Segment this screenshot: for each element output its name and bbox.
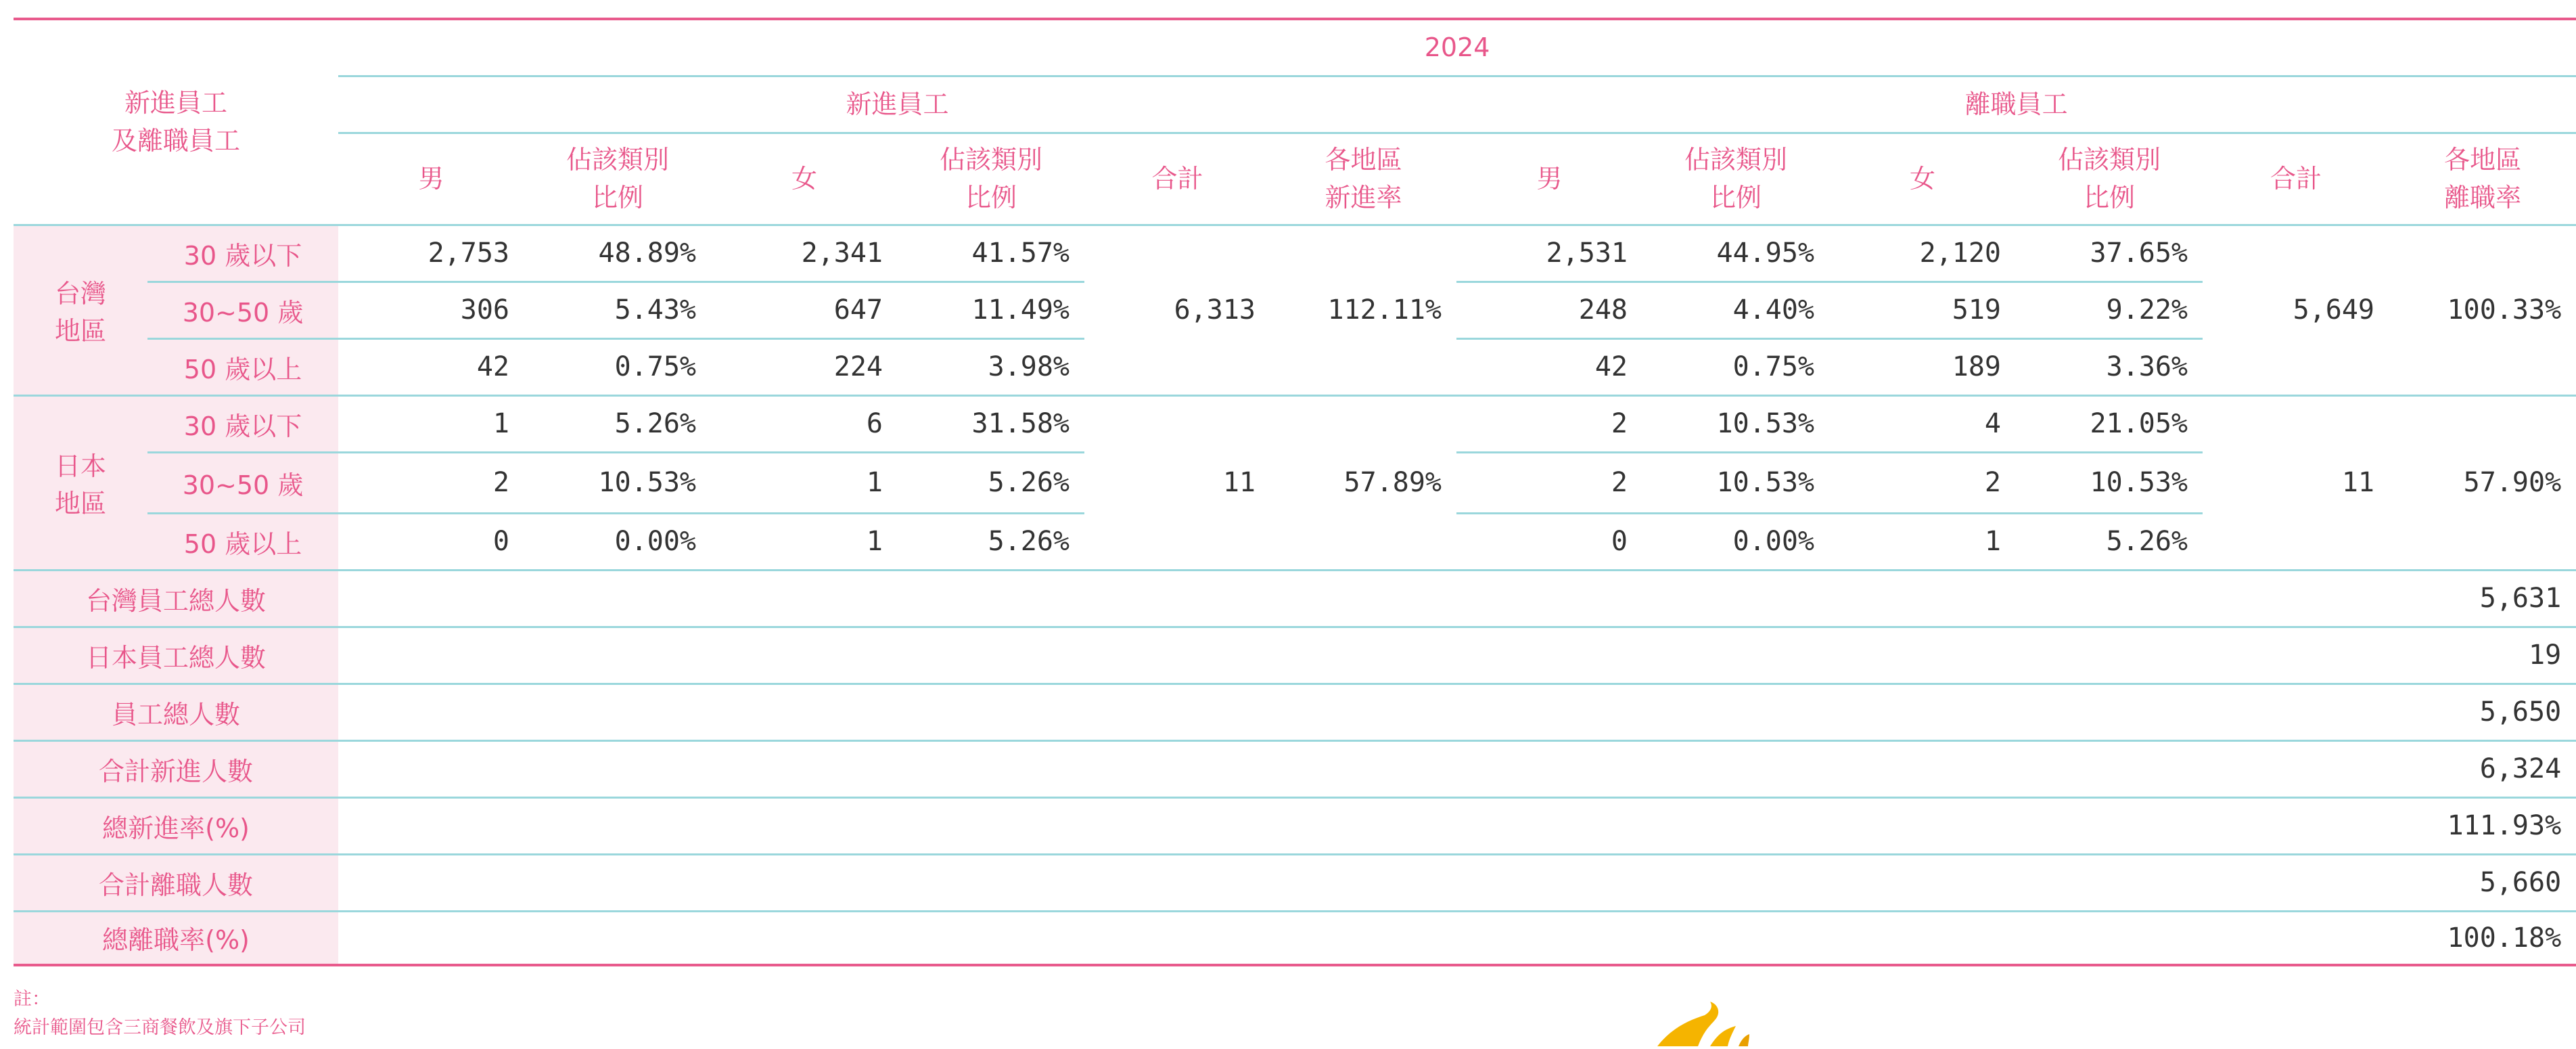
age-group-label: 50 歲以上 <box>147 513 338 570</box>
summary-label-new-hires: 合計新進人數 <box>14 740 338 797</box>
corner-header <box>14 19 338 225</box>
new-employee-group-header: 新進員工 <box>338 76 1456 133</box>
leave-male-ratio: 0.00% <box>1732 526 1815 557</box>
new-male-header: 男 <box>418 164 444 194</box>
leave-rate-line1: 各地區 <box>2444 145 2522 175</box>
new-rate-taiwan: 112.11% <box>1270 225 1456 395</box>
new-male-ratio: 0.00% <box>614 526 697 557</box>
new-male-count: 306 <box>460 294 510 326</box>
summary-value-new-hires: 6,324 <box>2479 753 2562 784</box>
turnover-table-container <box>14 18 2562 966</box>
new-female-ratio: 31.58% <box>971 408 1070 439</box>
region-name-line2: 地區 <box>54 489 106 518</box>
leave-female-count: 4 <box>1984 408 2002 439</box>
leave-total-japan: 11 <box>2203 395 2389 570</box>
leave-female-ratio: 3.36% <box>2106 351 2188 382</box>
leave-female-ratio: 10.53% <box>2090 467 2188 498</box>
ratio-line1: 佔該類別 <box>566 145 670 175</box>
leave-rate-line2: 離職率 <box>2444 183 2522 213</box>
new-rate-header <box>1270 133 1456 225</box>
new-female-ratio: 3.98% <box>988 351 1070 382</box>
leave-rate-header <box>2389 133 2576 225</box>
footnote-title: 註： <box>14 989 50 1010</box>
new-male-ratio: 10.53% <box>598 467 697 498</box>
region-name-line1: 日本 <box>54 451 106 481</box>
leave-female-count: 189 <box>1952 351 2002 382</box>
leave-male-count: 2 <box>1611 408 1628 439</box>
leave-male-count: 2,531 <box>1546 238 1628 269</box>
new-male-count: 2,753 <box>428 238 510 269</box>
leave-male-ratio: 10.53% <box>1716 408 1815 439</box>
leave-female-count: 2 <box>1984 467 2002 498</box>
footnote-text: 統計範圍包含三商餐飲及旗下子公司 <box>14 1017 306 1038</box>
new-male-count: 42 <box>476 351 510 382</box>
new-total-taiwan: 6,313 <box>1084 225 1270 395</box>
new-rate-line1: 各地區 <box>1325 145 1402 175</box>
region-name-line1: 台灣 <box>54 279 106 309</box>
summary-value-leavers: 5,660 <box>2479 867 2562 898</box>
new-female-count: 1 <box>866 467 883 498</box>
new-female-ratio: 5.26% <box>988 467 1070 498</box>
leave-female-ratio: 5.26% <box>2106 526 2188 557</box>
leave-female-ratio: 9.22% <box>2106 294 2188 326</box>
ratio-line2: 比例 <box>965 183 1017 213</box>
ratio-line1: 佔該類別 <box>2058 145 2161 175</box>
ratio-line2: 比例 <box>1710 183 1762 213</box>
new-male-count: 0 <box>492 526 510 557</box>
leave-male-header: 男 <box>1536 164 1563 194</box>
leave-rate-taiwan: 100.33% <box>2389 225 2576 395</box>
leave-male-count: 248 <box>1578 294 1628 326</box>
leave-male-ratio: 44.95% <box>1716 238 1815 269</box>
summary-value-new-rate: 111.93% <box>2447 810 2562 841</box>
new-female-ratio: 5.26% <box>988 526 1070 557</box>
new-female-count: 1 <box>866 526 883 557</box>
new-total-header: 合計 <box>1151 164 1203 194</box>
summary-label-leave-rate: 總離職率(%) <box>14 911 338 965</box>
new-male-ratio-header <box>524 133 711 225</box>
summary-label-employee-total: 員工總人數 <box>14 684 338 740</box>
leave-female-count: 2,120 <box>1919 238 2002 269</box>
leave-female-ratio-header <box>2016 133 2203 225</box>
age-group-label: 50 歲以上 <box>147 338 338 395</box>
corner-header-line1: 新進員工 <box>124 88 228 118</box>
leave-male-count: 2 <box>1611 467 1628 498</box>
region-label-taiwan <box>14 225 147 395</box>
summary-label-taiwan-total: 台灣員工總人數 <box>14 570 338 627</box>
new-female-count: 647 <box>833 294 883 326</box>
new-female-ratio: 41.57% <box>971 238 1070 269</box>
new-male-ratio: 0.75% <box>614 351 697 382</box>
leave-male-ratio: 0.75% <box>1732 351 1815 382</box>
summary-value-japan-total: 19 <box>2529 640 2562 671</box>
leave-total-header: 合計 <box>2270 164 2322 194</box>
summary-value-taiwan-total: 5,631 <box>2479 583 2562 614</box>
age-group-label: 30~50 歲 <box>147 452 338 513</box>
footnote <box>14 985 306 1042</box>
new-female-ratio-header <box>898 133 1084 225</box>
new-female-count: 224 <box>833 351 883 382</box>
ratio-line2: 比例 <box>2084 183 2136 213</box>
leave-female-count: 519 <box>1952 294 2002 326</box>
leave-female-ratio: 37.65% <box>2090 238 2188 269</box>
summary-label-leavers: 合計離職人數 <box>14 854 338 911</box>
leave-male-ratio-header <box>1642 133 1829 225</box>
leave-male-count: 0 <box>1611 526 1628 557</box>
age-group-label: 30 歲以下 <box>147 225 338 282</box>
leave-total-taiwan: 5,649 <box>2203 225 2389 395</box>
new-female-count: 6 <box>866 408 883 439</box>
new-male-count: 1 <box>492 408 510 439</box>
summary-label-new-rate: 總新進率(%) <box>14 797 338 854</box>
summary-label-japan-total: 日本員工總人數 <box>14 627 338 684</box>
new-male-ratio: 5.26% <box>614 408 697 439</box>
leave-male-ratio: 4.40% <box>1732 294 1815 326</box>
leave-rate-japan: 57.90% <box>2389 395 2576 570</box>
leave-female-count: 1 <box>1984 526 2002 557</box>
leave-employee-group-header: 離職員工 <box>1456 76 2576 133</box>
new-female-count: 2,341 <box>801 238 883 269</box>
region-name-line2: 地區 <box>54 316 106 346</box>
new-rate-japan: 57.89% <box>1270 395 1456 570</box>
corner-header-line2: 及離職員工 <box>112 126 241 156</box>
summary-value-leave-rate: 100.18% <box>2447 922 2562 954</box>
leave-male-ratio: 10.53% <box>1716 467 1815 498</box>
ratio-line1: 佔該類別 <box>1684 145 1788 175</box>
employee-turnover-table <box>14 18 2576 966</box>
brand-logo-icon <box>1651 1002 1813 1046</box>
age-group-label: 30~50 歲 <box>147 282 338 338</box>
year-header: 2024 <box>338 19 2576 76</box>
new-female-ratio: 11.49% <box>971 294 1070 326</box>
age-group-label: 30 歲以下 <box>147 395 338 452</box>
new-male-ratio: 48.89% <box>598 238 697 269</box>
new-female-header: 女 <box>791 164 818 194</box>
region-label-japan <box>14 395 147 570</box>
leave-male-count: 42 <box>1594 351 1628 382</box>
leave-female-ratio: 21.05% <box>2090 408 2188 439</box>
ratio-line2: 比例 <box>592 183 644 213</box>
new-total-japan: 11 <box>1084 395 1270 570</box>
new-male-count: 2 <box>492 467 510 498</box>
new-male-ratio: 5.43% <box>614 294 697 326</box>
new-rate-line2: 新進率 <box>1325 183 1402 213</box>
summary-value-employee-total: 5,650 <box>2479 696 2562 728</box>
leave-female-header: 女 <box>1910 164 1936 194</box>
ratio-line1: 佔該類別 <box>940 145 1043 175</box>
